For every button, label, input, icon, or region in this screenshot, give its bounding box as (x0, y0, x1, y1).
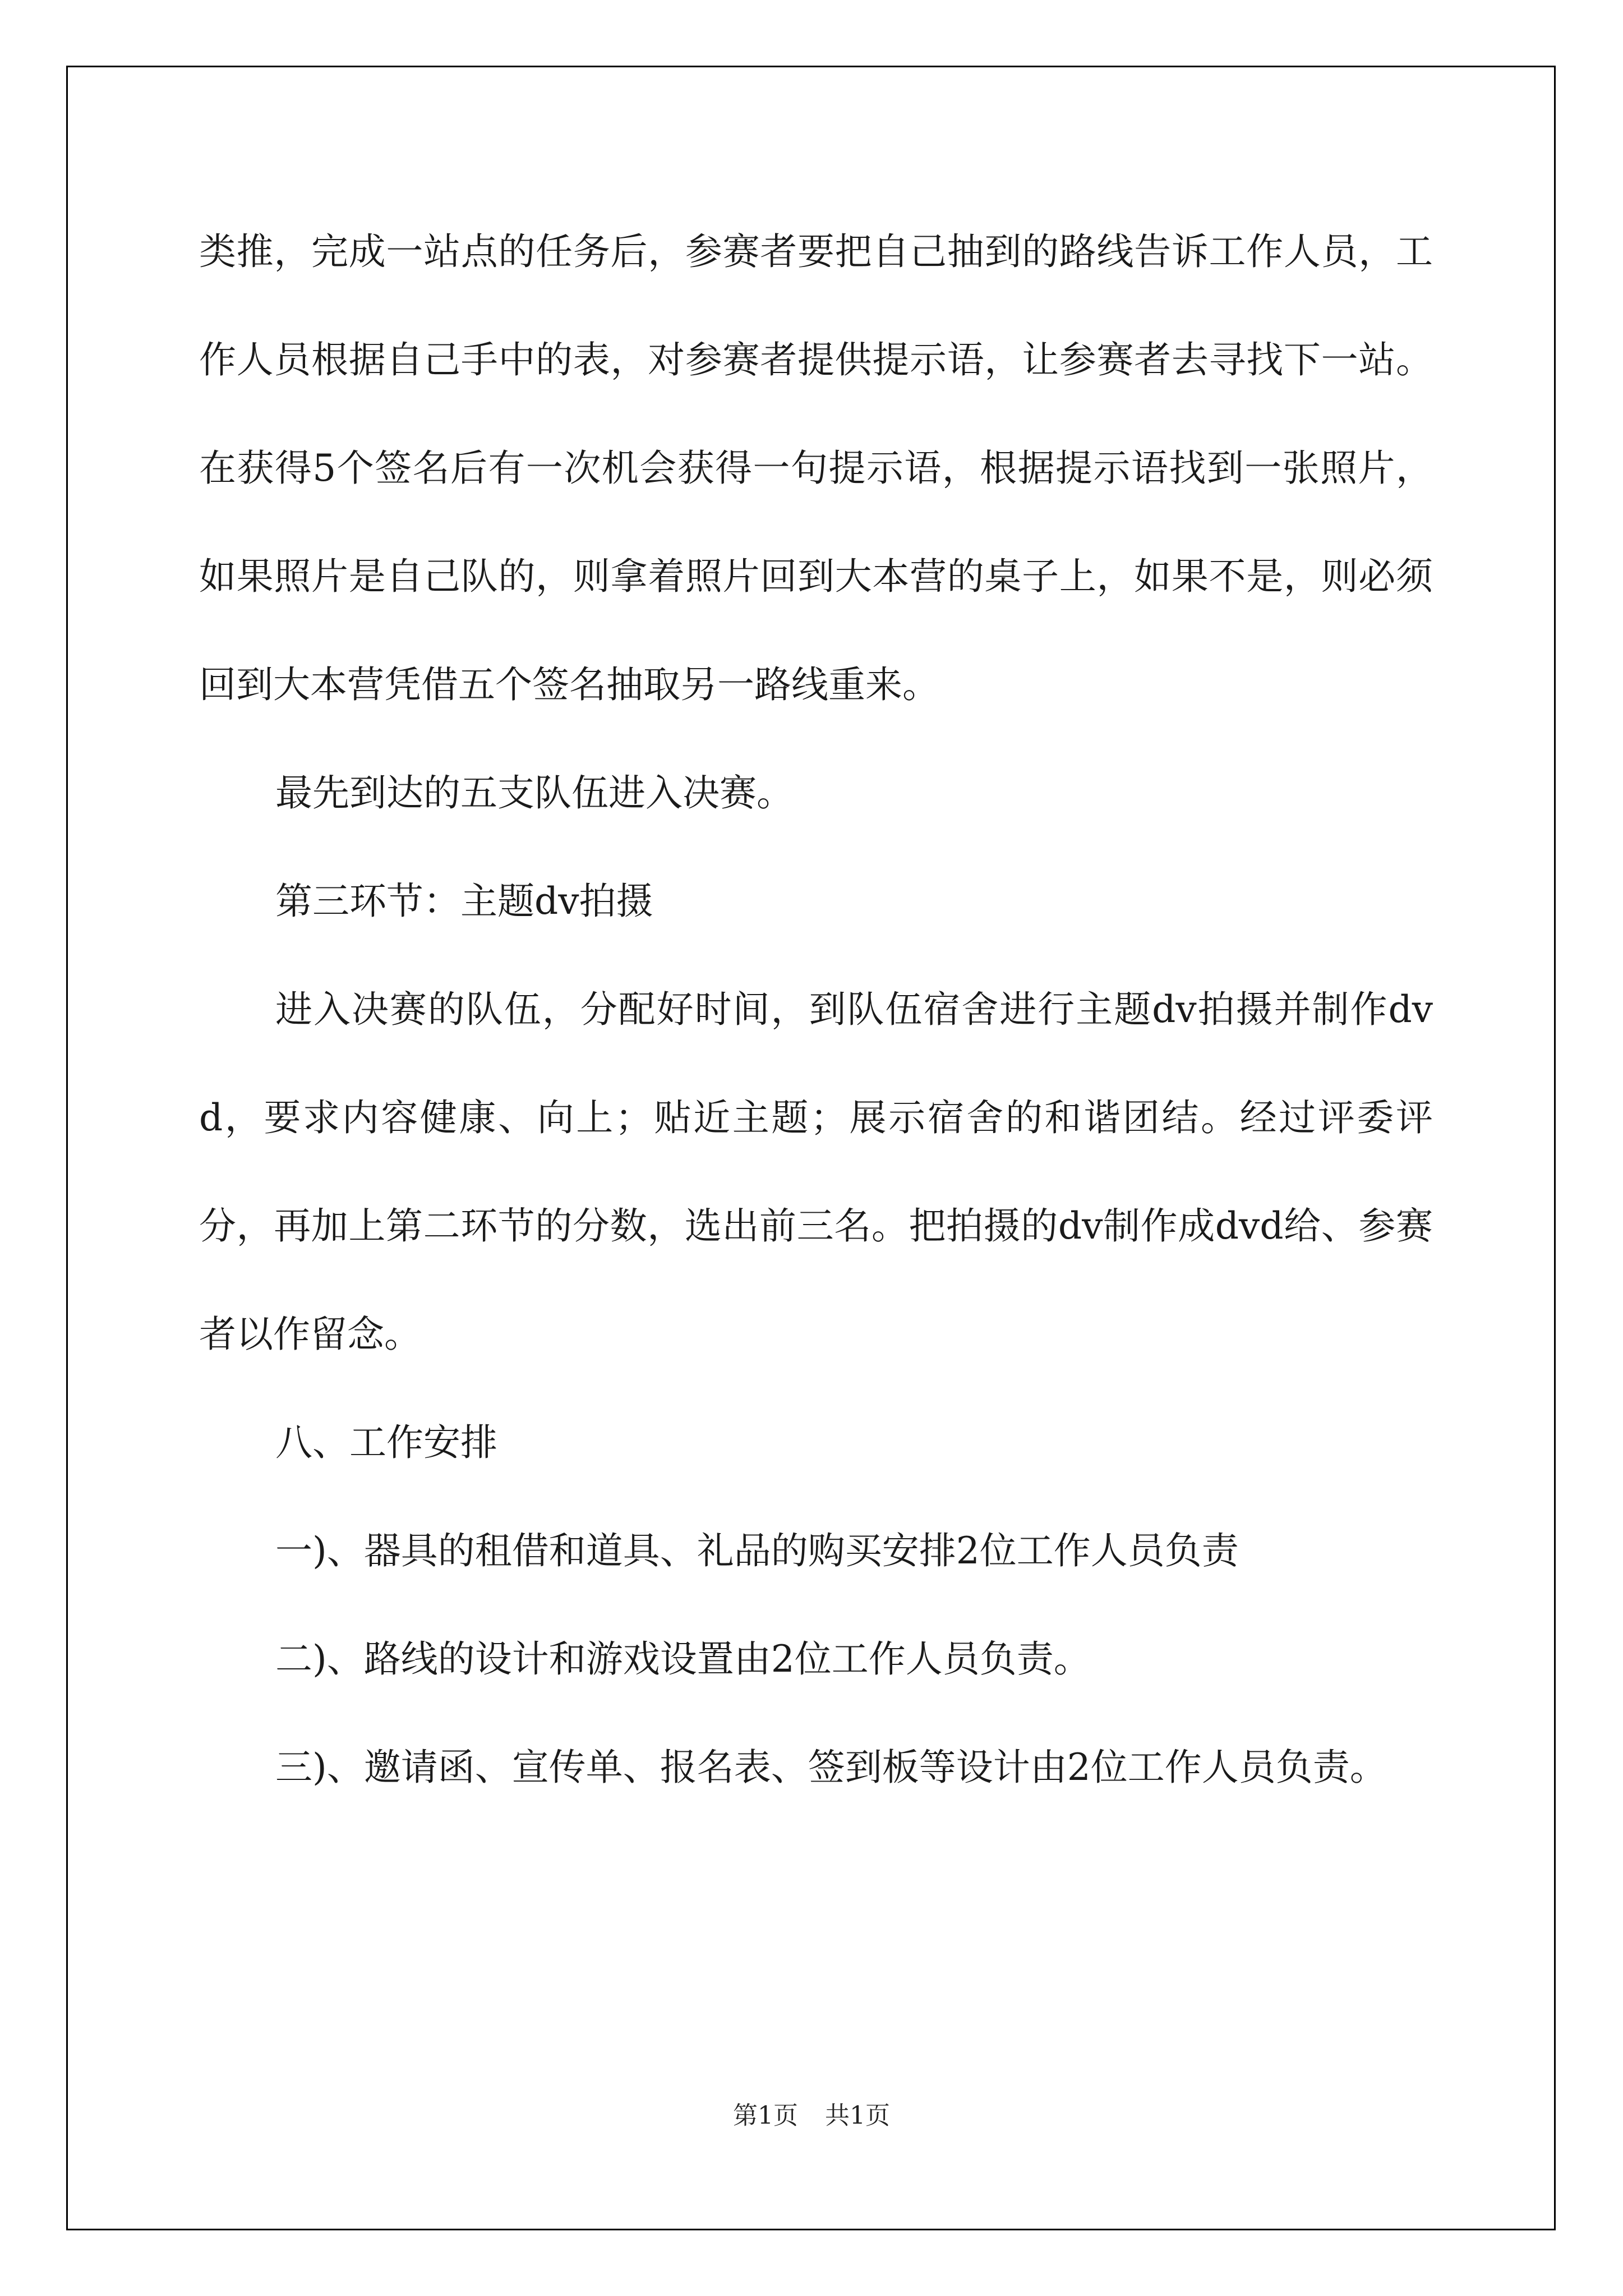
list-item-2: 二)、路线的设计和游戏设置由2位工作人员负责。 (275, 1637, 1091, 1681)
paragraph-1: 类推，完成一站点的任务后，参赛者要把自己抽到的路线告诉工作人员，工作人员根据自己手中的表，对参赛者提供提示语，让参赛者去寻找下一站。在获得5个签名后有一次机会获得一句提示语，根据提示语找到一张照片，如果照片是自己队的，则拿着照片回到大本营的桌子上，如果不是，则必须回到大本营凭借五个签名抽取另一路线重来。 (199, 230, 1433, 706)
page-footer (0, 2095, 1623, 2131)
paragraph-4: 进入决赛的队伍，分配好时间，到队伍宿舍进行主题dv拍摄并制作dvd，要求内容健康、向上；贴近主题；展示宿舍的和谐团结。经过评委评分，再加上第二环节的分数，选出前三名。把拍摄的dv制作成dvd给、参赛者以作留念。 (199, 988, 1433, 1356)
page-number: 第1页 (733, 2101, 798, 2130)
list-item-1: 一)、器具的租借和道具、礼品的购买安排2位工作人员负责 (275, 1529, 1239, 1572)
page-total: 共1页 (825, 2101, 890, 2130)
paragraph-2: 最先到达的五支队伍进入决赛。 (275, 771, 794, 815)
section-heading-work-arrangement: 八、工作安排 (275, 1421, 497, 1464)
list-item-3: 三)、邀请函、宣传单、报名表、签到板等设计由2位工作人员负责。 (275, 1746, 1387, 1789)
document-body (199, 197, 1433, 1821)
section-heading-dv: 第三环节：主题dv拍摄 (275, 880, 653, 923)
